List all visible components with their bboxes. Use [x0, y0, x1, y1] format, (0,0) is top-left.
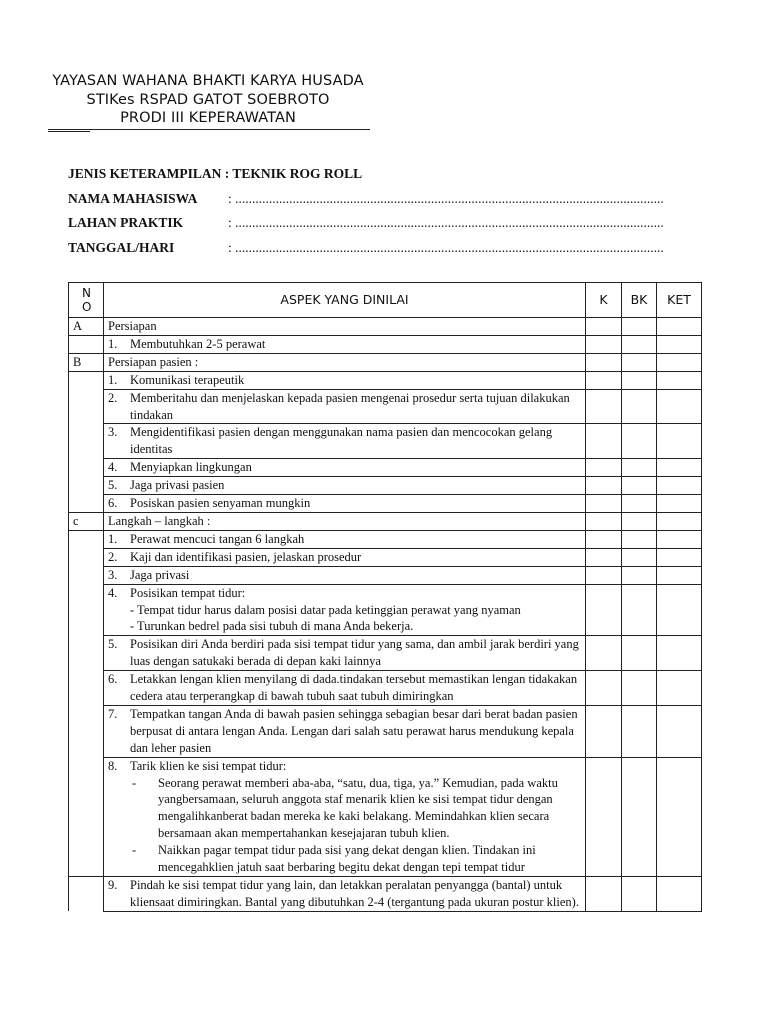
score-k[interactable] — [586, 477, 622, 495]
score-k[interactable] — [586, 495, 622, 513]
table-row — [69, 318, 702, 336]
score-k[interactable] — [586, 318, 622, 336]
score-k[interactable] — [586, 548, 622, 566]
table-row — [69, 459, 702, 477]
score-k[interactable] — [586, 530, 622, 548]
score-k[interactable] — [586, 877, 622, 912]
note-ket[interactable] — [657, 318, 702, 336]
assessment-table — [68, 282, 702, 912]
item-text: 4. Menyiapkan lingkungan — [104, 459, 586, 477]
table-header-row — [69, 283, 702, 318]
note-ket[interactable] — [657, 584, 702, 636]
name-label: NAMA MAHASISWA — [68, 191, 198, 206]
note-ket[interactable] — [657, 705, 702, 757]
header-aspect: ASPEK YANG DINILAI — [104, 283, 586, 318]
note-ket[interactable] — [657, 389, 702, 424]
score-k[interactable] — [586, 705, 622, 757]
item-text: 6. Letakkan lengan klien menyilang di dada.tindakan tersebut memastikan lengan tidakakan cedera atau terperangkap di bawah tubuh saat tubuh dimiringkan — [104, 671, 586, 706]
header-line-1: YAYASAN WAHANA BHAKTI KARYA HUSADA — [52, 73, 364, 89]
score-k[interactable] — [586, 424, 622, 459]
score-k[interactable] — [586, 371, 622, 389]
table-row — [69, 530, 702, 548]
section-code: A — [69, 318, 104, 336]
header-ket: KET — [657, 283, 702, 318]
table-row — [69, 877, 702, 912]
note-ket[interactable] — [657, 566, 702, 584]
score-k[interactable] — [586, 584, 622, 636]
table-row — [69, 705, 702, 757]
score-k[interactable] — [586, 389, 622, 424]
note-ket[interactable] — [657, 353, 702, 371]
note-ket[interactable] — [657, 477, 702, 495]
table-row — [69, 548, 702, 566]
section-title: Persiapan pasien : — [104, 353, 586, 371]
score-bk[interactable] — [622, 636, 657, 671]
header-divider — [48, 129, 370, 130]
score-bk[interactable] — [622, 705, 657, 757]
note-ket[interactable] — [657, 548, 702, 566]
header-no: N O — [69, 283, 104, 318]
header-line-2: STIKes RSPAD GATOT SOEBROTO — [86, 92, 330, 108]
score-k[interactable] — [586, 459, 622, 477]
header-divider-accent — [48, 131, 90, 132]
header-k: K — [586, 283, 622, 318]
name-blank[interactable]: : ............................................................................................................................... — [228, 191, 664, 206]
skill-label: JENIS KETERAMPILAN : TEKNIK ROG ROLL — [68, 166, 363, 181]
note-ket[interactable] — [657, 371, 702, 389]
score-bk[interactable] — [622, 335, 657, 353]
place-label: LAHAN PRAKTIK — [68, 215, 184, 230]
item-text: 6. Posiskan pasien senyaman mungkin — [104, 495, 586, 513]
item-text: 1. Membutuhkan 2-5 perawat — [104, 335, 586, 353]
table-row — [69, 495, 702, 513]
table-row — [69, 389, 702, 424]
section-code-empty — [69, 530, 104, 876]
date-label: TANGGAL/HARI — [68, 240, 175, 255]
note-ket[interactable] — [657, 424, 702, 459]
item-text: 7. Tempatkan tangan Anda di bawah pasien sehingga sebagian besar dari berat badan pasien berpusat di antara lengan Anda. Lengan dari salah satu perawat harus mendukung kepala dan leher pasien — [104, 705, 586, 757]
table-row — [69, 335, 702, 353]
score-bk[interactable] — [622, 371, 657, 389]
table-row — [69, 566, 702, 584]
item-text: 9. Pindah ke sisi tempat tidur yang lain, dan letakkan peralatan penyangga (bantal) untuk kliensaat dimiringkan. Bantal yang dibutuhkan 2-4 (tergantung pada ukuran postur klien). — [104, 877, 586, 912]
header-line-3: PRODI III KEPERAWATAN — [120, 110, 296, 126]
score-bk[interactable] — [622, 318, 657, 336]
date-blank[interactable]: : ............................................................................................................................... — [228, 240, 664, 255]
score-k[interactable] — [586, 671, 622, 706]
note-ket[interactable] — [657, 671, 702, 706]
section-code: c — [69, 512, 104, 530]
score-k[interactable] — [586, 636, 622, 671]
score-bk[interactable] — [622, 353, 657, 371]
note-ket[interactable] — [657, 757, 702, 876]
score-bk[interactable] — [622, 584, 657, 636]
score-k[interactable] — [586, 757, 622, 876]
item-subline: - Tempat tidur harus dalam posisi datar pada ketinggian perawat yang nyaman — [130, 602, 521, 617]
table-row — [69, 584, 702, 636]
table-row — [69, 477, 702, 495]
item-subline: - Turunkan bedrel pada sisi tubuh di mana Anda bekerja. — [130, 619, 414, 634]
score-k[interactable] — [586, 512, 622, 530]
score-bk[interactable] — [622, 877, 657, 912]
item-text: 2. Kaji dan identifikasi pasien, jelaskan prosedur — [104, 548, 586, 566]
score-bk[interactable] — [622, 389, 657, 424]
note-ket[interactable] — [657, 512, 702, 530]
item-text: 1. Komunikasi terapeutik — [104, 371, 586, 389]
table-row — [69, 371, 702, 389]
score-bk[interactable] — [622, 671, 657, 706]
item-text: 8. Tarik klien ke sisi tempat tidur: - Seorang perawat memberi aba-aba, “satu, dua, tiga, ya.” Kemudian, pada waktu yangbersamaan, seluruh anggota staf menarik klien ke sisi tempat tidur dengan mengalihkanberat badan mereka ke kaki belakang. Memindahkan klien secara bersamaan akan mempertahankan kesejajaran tubuh klien. - Naikkan pagar tempat tidur pada sisi yang dekat dengan klien. Tindakan ini mencegahklien jatuh saat berbaring begitu dekat dengan tepi tempat tidur — [104, 757, 586, 876]
score-bk[interactable] — [622, 424, 657, 459]
section-code-empty — [69, 335, 104, 353]
score-k[interactable] — [586, 335, 622, 353]
item-text: 4. Posisikan tempat tidur: - Tempat tidur harus dalam posisi datar pada ketinggian perawat yang nyaman - Turunkan bedrel pada sisi tubuh di mana Anda bekerja. — [104, 584, 586, 636]
section-title: Persiapan — [104, 318, 586, 336]
item-text: 3. Jaga privasi — [104, 566, 586, 584]
note-ket[interactable] — [657, 335, 702, 353]
header-bk: BK — [622, 283, 657, 318]
section-code-empty — [69, 877, 104, 912]
table-row — [69, 353, 702, 371]
section-code-empty — [69, 371, 104, 512]
note-ket[interactable] — [657, 877, 702, 912]
score-bk[interactable] — [622, 757, 657, 876]
score-k[interactable] — [586, 566, 622, 584]
item-subpoint: Seorang perawat memberi aba-aba, “satu, dua, tiga, ya.” Kemudian, pada waktu yangbersamaan, seluruh anggota staf menarik klien ke sisi tempat tidur dengan mengalihkanberat badan mereka ke kaki belakang. Memindahkan klien secara bersamaan akan mempertahankan kesejajaran tubuh klien. — [158, 775, 558, 841]
item-text: 3. Mengidentifikasi pasien dengan menggunakan nama pasien dan mencocokan gelang identitas — [104, 424, 586, 459]
note-ket[interactable] — [657, 530, 702, 548]
table-row — [69, 424, 702, 459]
table-row — [69, 671, 702, 706]
note-ket[interactable] — [657, 636, 702, 671]
item-text: 1. Perawat mencuci tangan 6 langkah — [104, 530, 586, 548]
score-bk[interactable] — [622, 512, 657, 530]
item-text: 2. Memberitahu dan menjelaskan kepada pasien mengenai prosedur serta tujuan dilakukan tindakan — [104, 389, 586, 424]
score-bk[interactable] — [622, 566, 657, 584]
score-bk[interactable] — [622, 495, 657, 513]
section-code: B — [69, 353, 104, 371]
note-ket[interactable] — [657, 495, 702, 513]
item-text: 5. Jaga privasi pasien — [104, 477, 586, 495]
place-blank[interactable]: : ............................................................................................................................... — [228, 215, 664, 230]
score-bk[interactable] — [622, 477, 657, 495]
note-ket[interactable] — [657, 459, 702, 477]
item-text: 5. Posisikan diri Anda berdiri pada sisi tempat tidur yang sama, dan ambil jarak berdiri yang luas dengan satukaki berada di depan kaki lainnya — [104, 636, 586, 671]
table-row — [69, 636, 702, 671]
score-bk[interactable] — [622, 459, 657, 477]
table-row — [69, 757, 702, 876]
section-title: Langkah – langkah : — [104, 512, 586, 530]
score-bk[interactable] — [622, 530, 657, 548]
score-k[interactable] — [586, 353, 622, 371]
table-row — [69, 512, 702, 530]
score-bk[interactable] — [622, 548, 657, 566]
item-subpoint: Naikkan pagar tempat tidur pada sisi yang dekat dengan klien. Tindakan ini mencegahklien jatuh saat berbaring begitu dekat dengan tepi tempat tidur — [158, 843, 536, 875]
